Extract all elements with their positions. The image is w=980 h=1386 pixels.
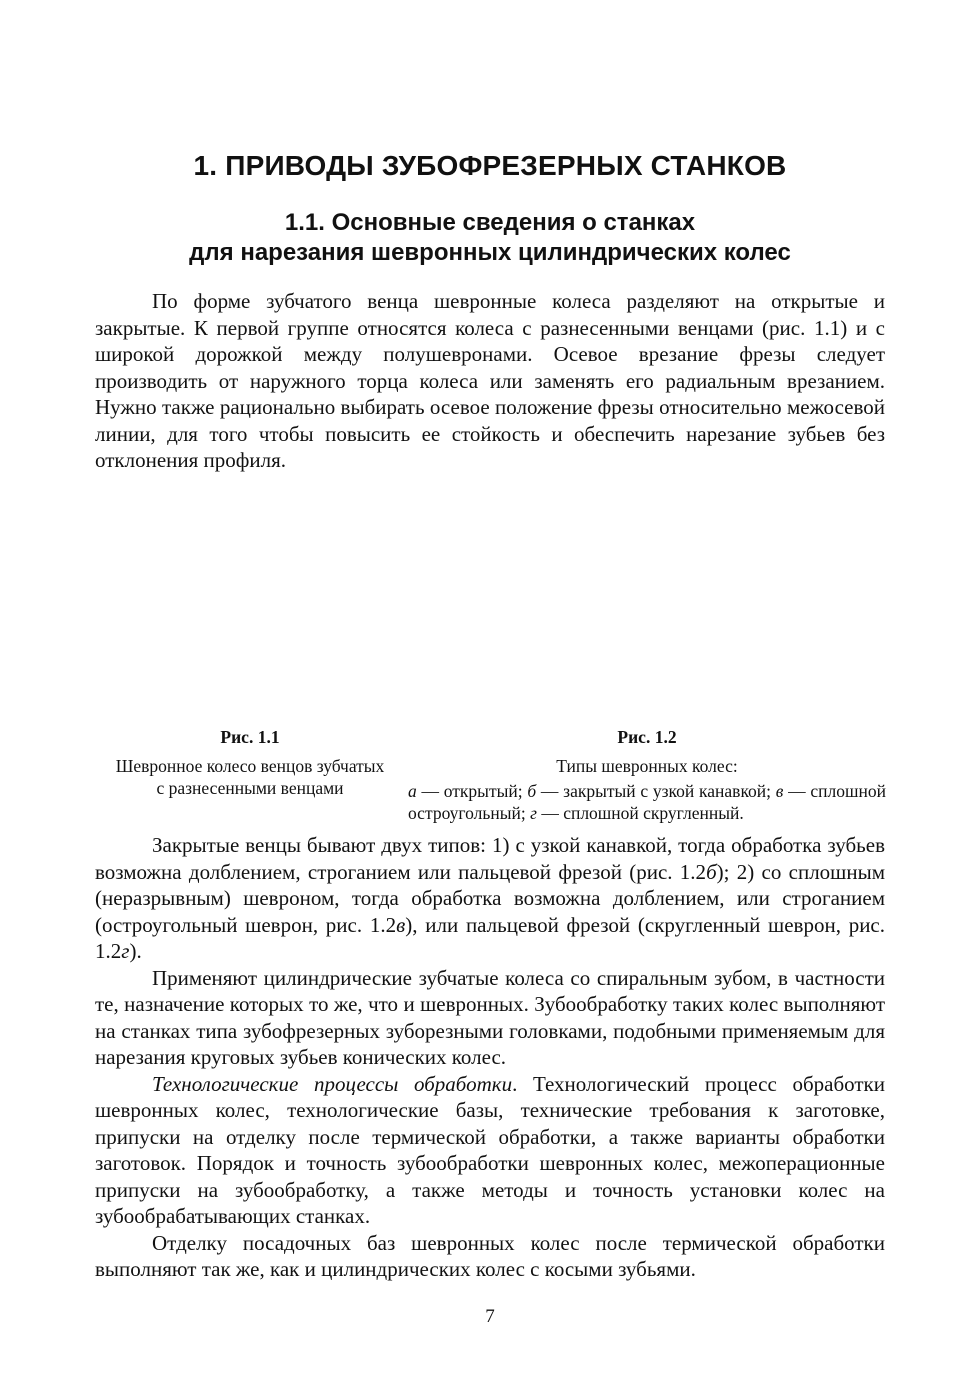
figure-1-2-label: Рис. 1.2: [617, 727, 677, 747]
body-paragraph-2: Применяют цилиндрические зубчатые колеса со спиральным зубом, в частности те, назначение которых то же, что и шевронных. Зубообработку таких колес выполняют на станках типа зубофрезерных зуборезными головками, подобными применяемым для нарезания круговых зубьев конических колес.: [95, 965, 885, 1069]
legend-key-b: б: [527, 781, 537, 801]
legend-text-g: — сплошной скругленный.: [536, 803, 744, 823]
p1-part3: ), или пальцевой фрезой (скругленный шеврон, рис. 1.2: [95, 912, 885, 963]
section-title: [0, 208, 980, 268]
p1-part2: ); 2) со сплошным (неразрывным) шевроном, тогда обработка возможна долблением, или строганием (остроугольный шеврон, рис. 1.2: [95, 859, 885, 937]
figure-1-2-area: [420, 480, 885, 715]
legend-key-a: а: [408, 781, 417, 801]
p3-lead: Технологические процессы обработки: [152, 1071, 513, 1096]
body-paragraph-4: Отделку посадочных баз шевронных колес после термической обработки выполняют так же, как и цилиндрических колес с косыми зубьями.: [95, 1230, 885, 1281]
figure-1-2-legend: [408, 780, 886, 824]
section-title-line2: для нарезания шевронных цилиндрических колес: [189, 239, 791, 266]
figure-1-1-caption-line2: с разнесенными венцами: [156, 778, 344, 798]
p1-ref1: б: [706, 859, 717, 884]
p1-ref3: г: [121, 939, 130, 963]
intro-paragraph: По форме зубчатого венца шевронные колеса разделяют на открытые и закрытые. К первой группе относятся колеса с разнесенными венцами (рис. 1.1) и с широкой дорожкой между полушевронами. Осевое врезание фрезы следует производить от наружного торца колеса или заменять его радиальным врезанием. Нужно также рационально выбирать осевое положение фрезы относительно межосевой линии, для того чтобы повысить ее стойкость и обеспечить нарезание зубьев без отклонения профиля.: [95, 289, 885, 472]
body-paragraph-3: [95, 1071, 885, 1230]
p3-text: . Технологический процесс обработки шевронных колес, технологические базы, технические требования к заготовке, припуски на отделку после термической обработки, а также варианты обработки заготовок. Порядок и точность зубообработки шевронных колес, межоперационные припуски на зубообработку, а также методы и точность установки колес на зубообрабатывающих станках.: [95, 1071, 885, 1228]
body-text: [95, 832, 885, 1283]
legend-key-g: г: [530, 803, 537, 823]
page-number: 7: [485, 1306, 495, 1327]
section-title-text: Основные сведения о станках: [331, 209, 696, 236]
figure-1-1-caption-line1: Шевронное колесо венцов зубчатых: [115, 756, 385, 776]
figure-1-1-area: [95, 480, 405, 715]
chapter-title: 1. ПРИВОДЫ ЗУБОФРЕЗЕРНЫХ СТАНКОВ: [193, 150, 787, 181]
p1-ref2: в: [396, 912, 406, 937]
legend-text-a: — открытый;: [416, 781, 528, 801]
legend-key-v: в: [775, 781, 784, 801]
section-number: 1.1.: [284, 209, 325, 236]
p1-part1: Закрытые венцы бывают двух типов: 1) с узкой канавкой, тогда обработка зубьев возможна долблением, строганием или пальцевой фрезой (рис. 1.2: [95, 833, 885, 884]
figure-1-1-label: Рис. 1.1: [220, 727, 280, 747]
section-title-line1: [0, 208, 980, 238]
figure-1-2-title: Типы шевронных колес:: [556, 756, 738, 776]
figure-1-2-caption: [408, 726, 886, 824]
body-paragraph-1: [95, 832, 885, 965]
legend-text-b: — закрытый с узкой канавкой;: [536, 781, 776, 801]
intro-text: [95, 288, 885, 474]
legend-text-v: — сплошной остроугольный;: [408, 781, 886, 823]
figure-1-1-caption: [95, 726, 405, 799]
p1-part4: ).: [129, 939, 142, 963]
